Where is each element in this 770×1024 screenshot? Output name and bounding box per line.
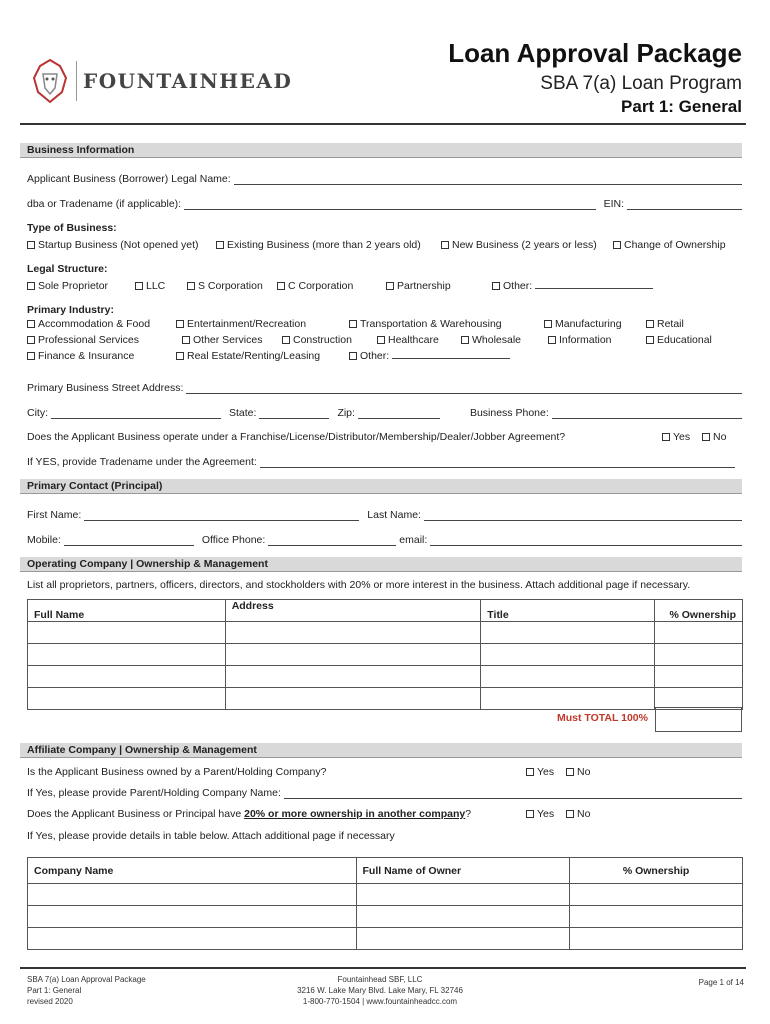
checkbox-icon[interactable]	[216, 241, 224, 249]
industry-wholesale-option[interactable]: Wholesale	[461, 334, 521, 346]
type-new-option[interactable]: New Business (2 years or less)	[441, 239, 597, 251]
checkbox-icon[interactable]	[441, 241, 449, 249]
industry-entertainment-option[interactable]: Entertainment/Recreation	[176, 318, 306, 330]
table-header-row	[28, 600, 743, 622]
other-ownership-no-option[interactable]: No	[566, 808, 590, 820]
industry-information-option[interactable]: Information	[548, 334, 612, 346]
type-of-business-heading: Type of Business:	[27, 222, 117, 234]
section-primary-contact: Primary Contact (Principal)	[20, 479, 742, 494]
checkbox-icon[interactable]	[135, 282, 143, 290]
city-row	[27, 407, 742, 419]
affiliate-details-instructions: If Yes, please provide details in table below. Attach additional page if necessary	[27, 830, 395, 842]
checkbox-icon[interactable]	[27, 241, 35, 249]
type-existing-option[interactable]: Existing Business (more than 2 years old)	[216, 239, 421, 251]
phone-row	[27, 534, 742, 546]
checkbox-icon[interactable]	[187, 282, 195, 290]
industry-construction-option[interactable]: Construction	[282, 334, 352, 346]
section-affiliate-company: Affiliate Company | Ownership & Management	[20, 743, 742, 758]
footer-center: Fountainhead SBF, LLC 3216 W. Lake Mary Blvd. Lake Mary, FL 32746 1-800-770-1504 | www.fountainheadcc.com	[297, 975, 463, 1006]
industry-finance-option[interactable]: Finance & Insurance	[27, 350, 134, 362]
table-row[interactable]	[28, 666, 743, 688]
city-label: City:	[27, 407, 48, 419]
col-affiliate-ownership: % Ownership	[570, 858, 743, 884]
email-label: email:	[399, 534, 428, 546]
mobile-field[interactable]	[64, 537, 194, 546]
operating-instructions: List all proprietors, partners, officers, directors, and stockholders with 20% or more interest in the business. Attach additional page if necessary.	[27, 579, 691, 591]
state-label: State:	[229, 407, 257, 419]
industry-educational-option[interactable]: Educational	[646, 334, 712, 346]
checkbox-icon[interactable]	[646, 320, 654, 328]
checkbox-icon[interactable]	[176, 352, 184, 360]
parent-question: Is the Applicant Business owned by a Parent/Holding Company?	[27, 766, 327, 778]
checkbox-icon[interactable]	[282, 336, 290, 344]
checkbox-icon[interactable]	[702, 433, 710, 441]
industry-real-estate-option[interactable]: Real Estate/Renting/Leasing	[176, 350, 320, 362]
table-row[interactable]	[28, 906, 743, 928]
industry-professional-option[interactable]: Professional Services	[27, 334, 139, 346]
header-rule	[20, 123, 746, 125]
checkbox-icon[interactable]	[377, 336, 385, 344]
industry-transportation-option[interactable]: Transportation & Warehousing	[349, 318, 502, 330]
franchise-no-option[interactable]: No	[702, 431, 726, 443]
primary-industry-heading: Primary Industry:	[27, 304, 114, 316]
legal-name-label: Applicant Business (Borrower) Legal Name:	[27, 173, 231, 185]
footer-left: SBA 7(a) Loan Approval Package Part 1: General revised 2020	[27, 975, 146, 1006]
lion-logo-icon	[30, 58, 70, 104]
industry-accommodation-option[interactable]: Accommodation & Food	[27, 318, 150, 330]
other-ownership-question: Does the Applicant Business or Principal have 20% or more ownership in another company?	[27, 808, 472, 820]
legal-c-corp-option[interactable]: C Corporation	[277, 280, 353, 292]
col-owner-name: Full Name of Owner	[356, 858, 570, 884]
page-number: Page 1 of 14	[698, 978, 744, 987]
other-ownership-row	[27, 808, 742, 820]
ownership-total-field[interactable]	[655, 707, 742, 732]
dba-label: dba or Tradename (if applicable):	[27, 198, 182, 210]
checkbox-icon[interactable]	[386, 282, 394, 290]
col-full-name: Full Name	[28, 600, 226, 622]
last-name-label: Last Name:	[367, 509, 421, 521]
document-subtitle: SBA 7(a) Loan Program	[540, 73, 742, 94]
business-phone-field[interactable]	[552, 410, 742, 419]
checkbox-icon[interactable]	[662, 433, 670, 441]
parent-yes-option[interactable]: Yes	[526, 766, 554, 778]
industry-manufacturing-option[interactable]: Manufacturing	[544, 318, 622, 330]
checkbox-icon[interactable]	[182, 336, 190, 344]
parent-name-row	[27, 787, 742, 799]
franchise-question: Does the Applicant Business operate under a Franchise/License/Distributor/Membership/Dealer/Jobber Agreement?	[27, 431, 566, 443]
tradename-row	[27, 456, 735, 468]
legal-name-field[interactable]	[234, 176, 742, 185]
checkbox-icon[interactable]	[349, 352, 357, 360]
legal-other-option[interactable]: Other:	[492, 280, 661, 292]
office-phone-field[interactable]	[268, 537, 396, 546]
table-row[interactable]	[28, 644, 743, 666]
checkbox-icon[interactable]	[349, 320, 357, 328]
operating-owners-table	[27, 599, 743, 710]
first-name-label: First Name:	[27, 509, 82, 521]
brand-name: FOUNTAINHEAD	[83, 69, 293, 93]
document-titles	[448, 38, 742, 117]
zip-field[interactable]	[358, 410, 440, 419]
parent-question-row	[27, 766, 742, 778]
other-ownership-yes-option[interactable]: Yes	[526, 808, 554, 820]
tradename-field[interactable]	[260, 459, 735, 468]
industry-other-services-option[interactable]: Other Services	[182, 334, 262, 346]
business-phone-label: Business Phone:	[469, 407, 549, 419]
checkbox-icon[interactable]	[277, 282, 285, 290]
company-logo	[30, 58, 292, 104]
last-name-field[interactable]	[424, 512, 742, 521]
table-row[interactable]	[28, 622, 743, 644]
type-startup-option[interactable]: Startup Business (Not opened yet)	[27, 239, 199, 251]
checkbox-icon[interactable]	[526, 768, 534, 776]
section-operating-company: Operating Company | Ownership & Management	[20, 557, 742, 572]
industry-retail-option[interactable]: Retail	[646, 318, 684, 330]
checkbox-icon[interactable]	[544, 320, 552, 328]
table-row[interactable]	[28, 928, 743, 950]
checkbox-icon[interactable]	[613, 241, 621, 249]
legal-llc-option[interactable]: LLC	[135, 280, 165, 292]
footer-rule	[20, 967, 746, 969]
franchise-row	[27, 431, 742, 443]
section-business-information: Business Information	[20, 143, 742, 158]
col-address: Address	[225, 600, 481, 622]
checkbox-icon[interactable]	[548, 336, 556, 344]
checkbox-icon[interactable]	[566, 810, 574, 818]
affiliate-table	[27, 857, 743, 950]
dba-row	[27, 198, 742, 210]
mobile-label: Mobile:	[27, 534, 61, 546]
checkbox-icon[interactable]	[492, 282, 500, 290]
street-label: Primary Business Street Address:	[27, 382, 184, 394]
city-field[interactable]	[51, 410, 221, 419]
document-part: Part 1: General	[621, 97, 742, 116]
office-phone-label: Office Phone:	[201, 534, 266, 546]
legal-sole-proprietor-option[interactable]: Sole Proprietor	[27, 280, 108, 292]
ein-field[interactable]	[627, 201, 742, 210]
state-field[interactable]	[259, 410, 329, 419]
checkbox-icon[interactable]	[27, 320, 35, 328]
table-header-row	[28, 858, 743, 884]
name-row	[27, 509, 742, 521]
email-field[interactable]	[430, 537, 742, 546]
industry-other-field[interactable]	[392, 350, 510, 359]
legal-name-row	[27, 173, 742, 185]
checkbox-icon[interactable]	[27, 336, 35, 344]
tradename-label: If YES, provide Tradename under the Agreement:	[27, 456, 257, 468]
logo-divider	[76, 61, 77, 101]
industry-other-option[interactable]: Other:	[349, 350, 518, 362]
parent-no-option[interactable]: No	[566, 766, 590, 778]
parent-name-field[interactable]	[284, 790, 742, 799]
franchise-yes-option[interactable]: Yes	[662, 431, 690, 443]
legal-partnership-option[interactable]: Partnership	[386, 280, 451, 292]
type-change-ownership-option[interactable]: Change of Ownership	[613, 239, 726, 251]
checkbox-icon[interactable]	[566, 768, 574, 776]
document-title: Loan Approval Package	[448, 38, 742, 68]
legal-other-field[interactable]	[535, 280, 653, 289]
checkbox-icon[interactable]	[646, 336, 654, 344]
industry-healthcare-option[interactable]: Healthcare	[377, 334, 439, 346]
checkbox-icon[interactable]	[461, 336, 469, 344]
col-company-name: Company Name	[28, 858, 357, 884]
legal-structure-heading: Legal Structure:	[27, 263, 108, 275]
parent-name-label: If Yes, please provide Parent/Holding Company Name:	[27, 787, 281, 799]
col-ownership: % Ownership	[655, 600, 743, 622]
checkbox-icon[interactable]	[526, 810, 534, 818]
table-row[interactable]	[28, 688, 743, 710]
table-row[interactable]	[28, 884, 743, 906]
must-total-note: Must TOTAL 100%	[556, 712, 648, 724]
checkbox-icon[interactable]	[27, 282, 35, 290]
col-title: Title	[481, 600, 655, 622]
zip-label: Zip:	[337, 407, 355, 419]
checkbox-icon[interactable]	[176, 320, 184, 328]
street-field[interactable]	[186, 385, 742, 394]
first-name-field[interactable]	[84, 512, 359, 521]
street-row	[27, 382, 742, 394]
dba-field[interactable]	[184, 201, 595, 210]
checkbox-icon[interactable]	[27, 352, 35, 360]
legal-s-corp-option[interactable]: S Corporation	[187, 280, 263, 292]
ein-label: EIN:	[603, 198, 624, 210]
